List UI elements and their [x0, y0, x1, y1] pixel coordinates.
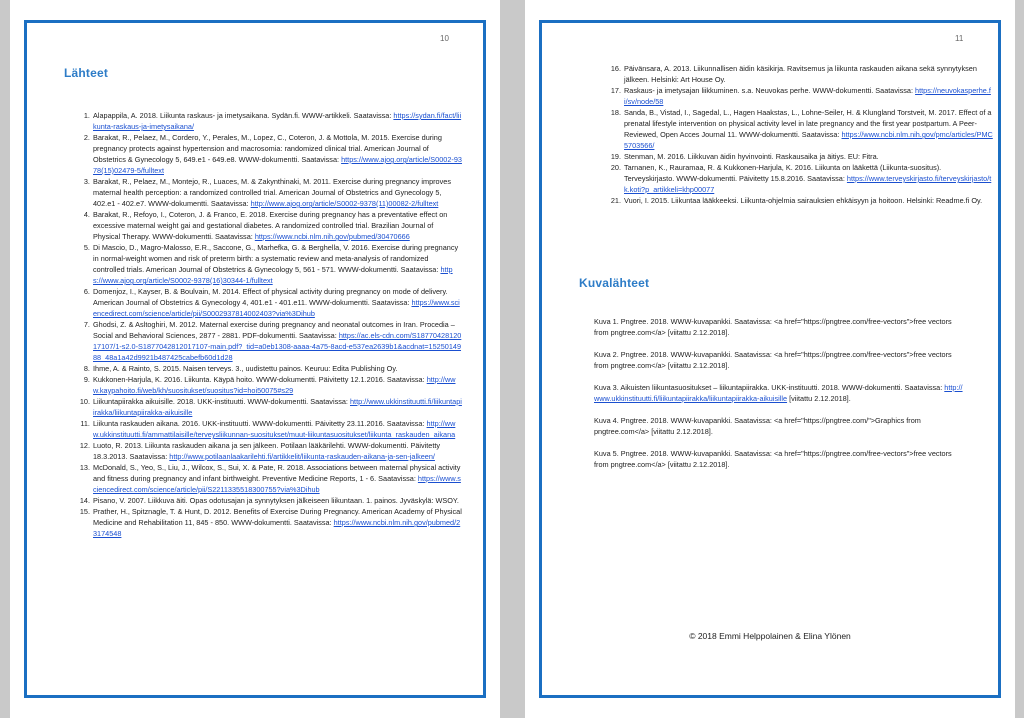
image-credit	[594, 448, 964, 470]
reference-item	[92, 319, 462, 363]
reference-item	[92, 418, 462, 440]
reference-link[interactable]: https://www.ajog.org/article/S0002-9378(16)30344-1/fulltext	[93, 265, 453, 285]
image-credit-text: Kuva 4. Pngtree. 2018. WWW-kuvapankki. Saatavissa: <a href="https://pngtree.com/">Graphics from pngtree.com</a> [viitattu 2.12.2018].	[594, 416, 921, 436]
page-right	[525, 0, 1015, 718]
page-left	[10, 0, 500, 718]
image-credit-text: Kuva 5. Pngtree. 2018. WWW-kuvapankki. Saatavissa: <a href="https://pngtree.com/free-vectors">free vectors from pngtree.com</a> [viitattu 2.12.2018].	[594, 449, 952, 469]
page-number: 11	[955, 34, 964, 43]
image-credits	[594, 316, 964, 481]
reference-link[interactable]: https://www.ncbi.nlm.nih.gov/pubmed/23174548	[93, 518, 461, 538]
reference-text: Pisano, V. 2007. Liikkuva äiti. Opas odotusajan ja synnytyksen jälkeiseen liikuntaan. 1. painos. Jyväskylä: WSOY.	[93, 496, 459, 505]
reference-item	[92, 440, 462, 462]
reference-text: Barakat, R., Pelaez, M., Montejo, R., Luaces, M. & Zakynthinaki, M. 2011. Exercise during pregnancy improves maternal health perception: a randomized controlled trial. American Journal of Obstetrics and Gynecology 5, 402.e1 - 402.e7. WWW-dokumentti. Saatavissa:	[93, 177, 451, 208]
heading-lahteet: Lähteet	[64, 66, 109, 80]
reference-item	[92, 506, 462, 539]
reference-link[interactable]: https://www.ncbi.nlm.nih.gov/pmc/articles/PMC5703566/	[624, 130, 993, 150]
reference-list-continued	[609, 63, 993, 206]
reference-item	[623, 85, 993, 107]
reference-link[interactable]: https://neuvokasperhe.fi/sv/node/58	[624, 86, 991, 106]
reference-link[interactable]: http://www.ajog.org/article/S0002-9378(11)00082-2/fulltext	[250, 199, 439, 208]
reference-item	[92, 286, 462, 319]
reference-link[interactable]: http://www.kaypahoito.fi/web/kh/suositukset/suositus?id=hoi50075#s29	[93, 375, 456, 395]
reference-link[interactable]: https://www.sciencedirect.com/science/article/pii/S2211335518300755?via%3Dihub	[93, 474, 461, 494]
reference-item	[623, 195, 993, 206]
reference-text: Di Mascio, D., Magro-Malosso, E.R., Saccone, G., Marhefka, G. & Berghella, V. 2016. Exercise during pregnancy in normal-weight women and risk of preterm birth: a systematic review and meta-analysis of randomized controlled trials. American Journal of Obstetrics & Gynecology 5, 561 - 571. WWW-dokumentti. Saatavissa:	[93, 243, 459, 274]
reference-link[interactable]: https://www.terveyskirjasto.fi/terveyskirjasto/tk.koti?p_artikkeli=khp00077	[624, 174, 992, 194]
image-credit-text: Kuva 2. Pngtree. 2018. WWW-kuvapankki. Saatavissa: <a href="https://pngtree.com/free-vectors">free vectors from pngtree.com</a> [viitattu 2.12.2018].	[594, 350, 952, 370]
reference-item	[92, 396, 462, 418]
reference-item	[92, 209, 462, 242]
reference-text: Vuori, I. 2015. Liikuntaa lääkkeeksi. Liikunta-ohjelmia sairauksien ehkäisyyn ja hoitoon. Helsinki: Readme.fi Oy.	[624, 196, 983, 205]
reference-link[interactable]: https://www.ajog.org/article/S0002-9378(15)02479-5/fulltext	[93, 155, 462, 175]
reference-text: Liikuntapiirakka aikuisille. 2018. UKK-instituutti. WWW-dokumentti. Saatavissa:	[93, 397, 348, 406]
reference-link[interactable]: http://www.ukkinstituutti.fi/ammattilaisille/terveysliikunnan-suositukset/muut-liikuntasuositukset/liikunta_raskauden_aikana	[93, 419, 456, 439]
reference-link[interactable]: http://www.potilaanlaakarilehti.fi/artikkelit/liikunta-raskauden-aikana-ja-sen-jalkeen/	[169, 452, 435, 461]
reference-text: Ghodsi, Z. & Asltoghiri, M. 2012. Maternal exercise during pregnancy and neonatal outcomes in Iran. Procedia – Social and Behavioral Sciences, 2877 - 2881. PDF-dokumentti. Saatavissa:	[93, 320, 455, 340]
heading-kuvalahteet: Kuvalähteet	[579, 276, 650, 290]
reference-text: Ihme, A. & Rainto, S. 2015. Naisen terveys. 3., uudistettu painos. Keuruu: Edita Publishing Oy.	[93, 364, 398, 373]
reference-item	[92, 363, 462, 374]
image-credit-text: Kuva 3. Aikuisten liikuntasuositukset – liikuntapiirakka. UKK-instituutti. 2018. WWW-dokumentti. Saatavissa:	[594, 383, 943, 392]
reference-text: Kukkonen-Harjula, K. 2016. Liikunta. Käypä hoito. WWW-dokumentti. Päivitetty 12.1.2016. Saatavissa:	[93, 375, 425, 384]
reference-text: McDonald, S., Yeo, S., Liu, J., Wilcox, S., Sui, X. & Pate, R. 2018. Associations between maternal physical activity and fitness during pregnancy and infant birthweight. Preventive Medicine Reports, 1 - 6. Saatavissa:	[93, 463, 461, 483]
image-credit-link[interactable]: http://www.ukkinstituutti.fi/liikuntapiirakka/liikuntapiirakka-aikuisille	[594, 383, 963, 403]
page-number: 10	[440, 34, 449, 43]
footer-copyright: © 2018 Emmi Helppolainen & Elina Ylönen	[689, 631, 851, 641]
image-credit-text: Kuva 1. Pngtree. 2018. WWW-kuvapankki. Saatavissa: <a href="https://pngtree.com/free-vectors">free vectors from pngtree.com</a> [viitattu 2.12.2018].	[594, 317, 952, 337]
reference-item	[92, 176, 462, 209]
reference-item	[623, 162, 993, 195]
reference-link[interactable]: https://www.sciencedirect.com/science/article/pii/S0002937814002403?via%3Dihub	[93, 298, 460, 318]
reference-list	[78, 110, 462, 539]
reference-text: Sanda, B., Vistad, I., Sagedal, L., Hagen Haakstas, L., Lohne-Seiler, H. & Klungland Torstveit, M. 2017. Effect of a prenatal lifestyle intervention on physical activity level in late pregnancy and the first year postpartum. A Peer-Reviewed, Open Acces Journal 11. WWW-dokumentti. Saatavissa:	[624, 108, 992, 139]
reference-item	[92, 132, 462, 176]
image-credit	[594, 349, 964, 371]
reference-text: Raskaus- ja imetysajan liikkuminen. s.a. Neuvokas perhe. WWW-dokumentti. Saatavissa:	[624, 86, 914, 95]
reference-item	[92, 462, 462, 495]
reference-link[interactable]: https://ac.els-cdn.com/S1877042812017107/1-s2.0-S1877042812017107-main.pdf?_tid=a0eb1308-aaaa-4a75-8acd-e537ea2639b1&acdnat=1525014988_48a1a42d9921b487425cabefb60d1d28	[93, 331, 462, 362]
reference-item	[92, 110, 462, 132]
reference-text: Päivänsara, A. 2013. Liikunnallisen äidin käsikirja. Ravitsemus ja liikunta raskauden aikana sekä synnytyksen jälkeen. Helsinki: Art House Oy.	[624, 64, 977, 84]
reference-item	[623, 63, 993, 85]
image-credit	[594, 316, 964, 338]
reference-item	[92, 495, 462, 506]
reference-text: Barakat, R., Refoyo, I., Coteron, J. & Franco, E. 2018. Exercise during pregnancy has a preventative effect on excessive maternal weight gai and gestational diabetes. A randomized controlled trial. Brazilian Journal of Physical Therapy. WWW-dokumentti. Saatavissa:	[93, 210, 448, 241]
reference-text: Alapappila, A. 2018. Liikunta raskaus- ja imetysaikana. Sydän.fi. WWW-artikkeli. Saatavissa:	[93, 111, 392, 120]
reference-text: Stenman, M. 2016. Liikkuvan äidin hyvinvointi. Raskausaika ja äitiys. EU: Fitra.	[624, 152, 879, 161]
reference-link[interactable]: https://www.ncbi.nlm.nih.gov/pubmed/30470666	[254, 232, 410, 241]
reference-text: Prather, H., Spitznagle, T. & Hunt, D. 2012. Benefits of Exercise During Pregnancy. American Academy of Physical Medicine and Rehabilitation 11, 845 - 850. WWW-dokumentti. Saatavissa:	[93, 507, 462, 527]
reference-link[interactable]: http://www.ukkinstituutti.fi/liikuntapiirakka/liikuntapiirakka-aikuisille	[93, 397, 462, 417]
reference-item	[623, 107, 993, 151]
image-credit	[594, 415, 964, 437]
reference-text: Luoto, R. 2013. Liikunta raskauden aikana ja sen jälkeen. Potilaan lääkärilehti. WWW-dokumentti. Päivitetty 18.3.2013. Saatavissa:	[93, 441, 441, 461]
image-credit-accessed: [viitattu 2.12.2018].	[787, 394, 851, 403]
reference-text: Tarnanen, K., Rauramaa, R. & Kukkonen-Harjula, K. 2016. Liikunta on lääkettä (Liikunta-suositus). Terveyskirjasto. WWW-dokumentti. Päivitetty 15.8.2016. Saatavissa:	[624, 163, 942, 183]
reference-text: Liikunta raskauden aikana. 2016. UKK-instituutti. WWW-dokumentti. Päivitetty 23.11.2016. Saatavissa:	[93, 419, 425, 428]
reference-item	[623, 151, 993, 162]
reference-item	[92, 374, 462, 396]
reference-item	[92, 242, 462, 286]
reference-link[interactable]: https://sydan.fi/fact/liikunta-raskaus-ja-imetysaikana/	[93, 111, 462, 131]
reference-text: Domenjoz, I., Kayser, B. & Boulvain, M. 2014. Effect of physical activity during pregnancy on mode of delivery. American Journal of Obstetrics & Gynecology 4, 401.e1 - 401.e11. WWW-dokumentti. Saatavissa:	[93, 287, 448, 307]
image-credit	[594, 382, 964, 404]
reference-text: Barakat, R., Pelaez, M., Cordero, Y., Perales, M., Lopez, C., Coteron, J. & Mottola, M. 2015. Exercise during pregnancy protects against hypertension and macrosomia: randomized clinical trial. American Journal of Obstetrics & Gynecology 5, 649.e1 - 649.e8. WWW-dokumentti. Saatavissa:	[93, 133, 442, 164]
